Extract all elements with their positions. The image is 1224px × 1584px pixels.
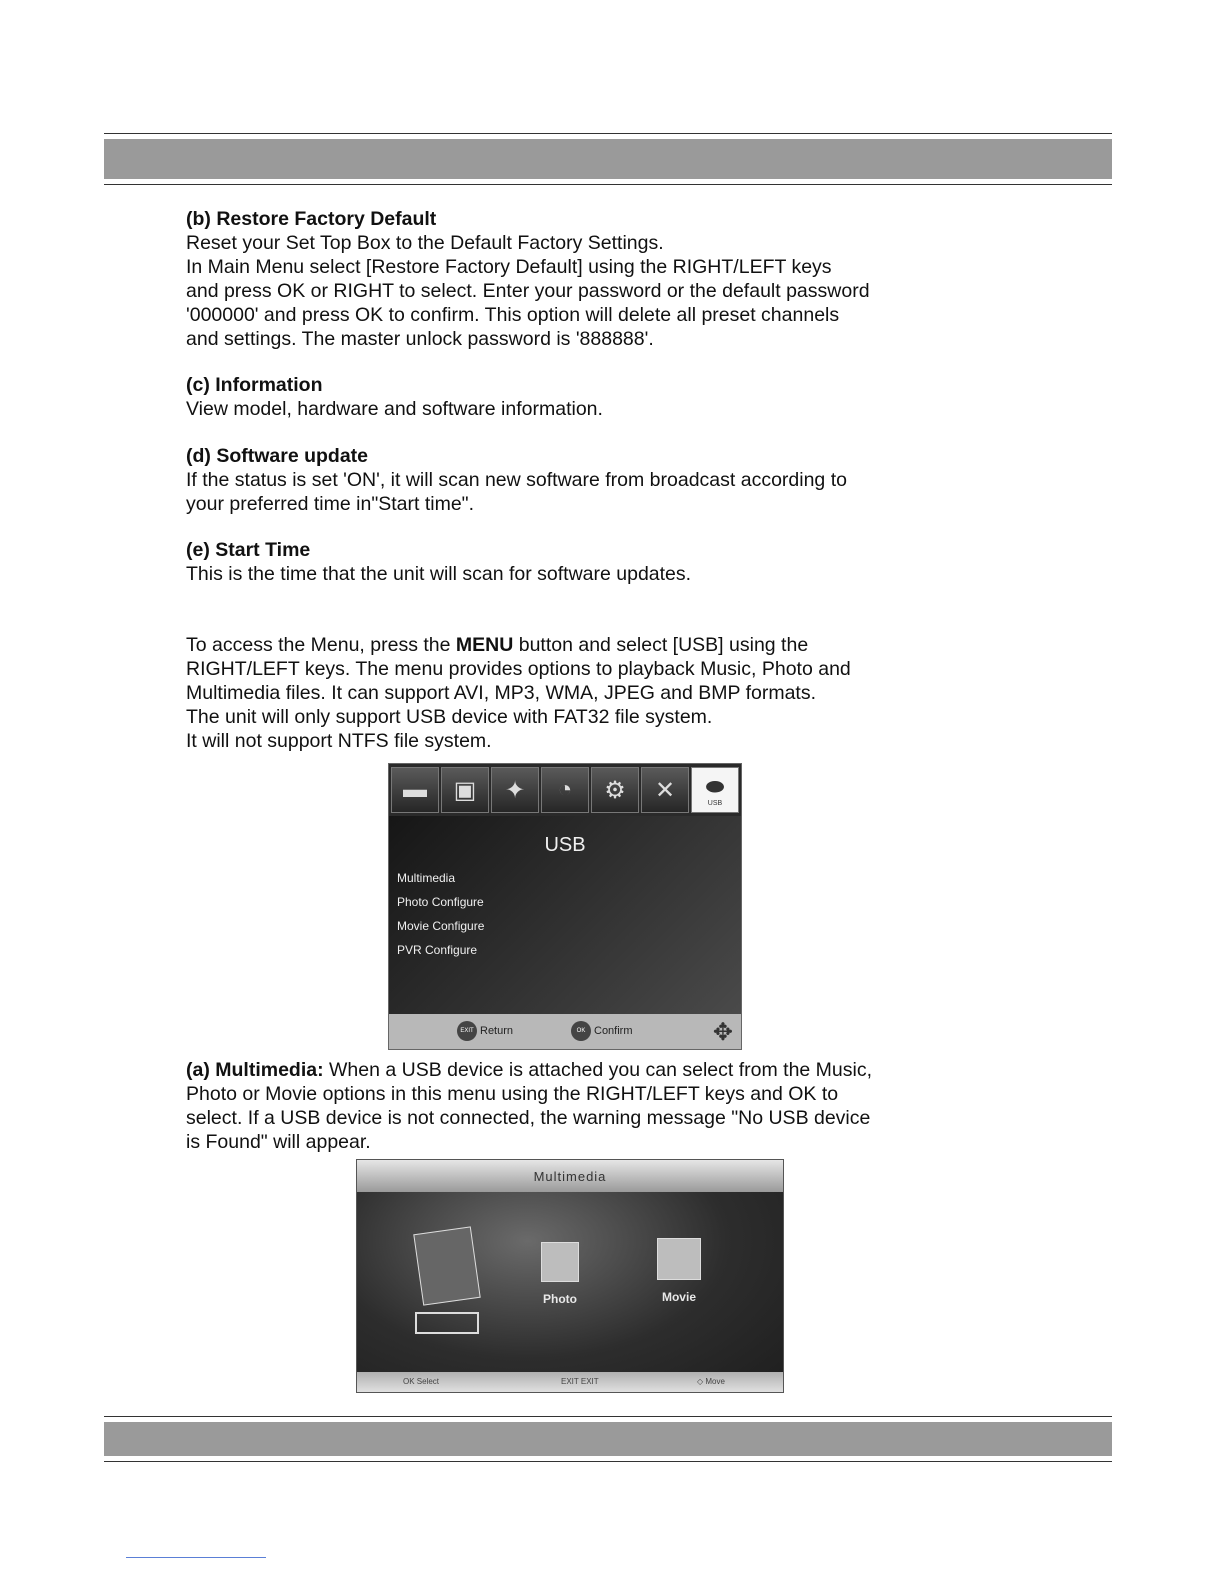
menu-item-photo-configure: Photo Configure bbox=[397, 895, 484, 909]
music-icon bbox=[413, 1226, 480, 1305]
usb-icon: ⬬ USB bbox=[691, 767, 739, 813]
paragraph-line: and settings. The master unlock password is '888888'. bbox=[186, 328, 654, 350]
paragraph-line: Reset your Set Top Box to the Default Factory Settings. bbox=[186, 232, 664, 254]
exit-hint: EXIT EXIT bbox=[561, 1377, 599, 1386]
paragraph-line: Multimedia files. It can support AVI, MP3, WMA, JPEG and BMP formats. bbox=[186, 682, 816, 704]
select-hint: OK Select bbox=[403, 1377, 440, 1386]
section-heading: (c) Information bbox=[186, 374, 323, 396]
selection-frame bbox=[415, 1312, 479, 1334]
multimedia-footer bbox=[357, 1372, 783, 1392]
clock-icon: ◔ bbox=[541, 767, 589, 813]
section-restore-factory-default bbox=[186, 207, 1006, 351]
movie-option bbox=[657, 1238, 701, 1304]
multimedia-screenshot bbox=[356, 1159, 784, 1393]
picture-icon: ▣ bbox=[441, 767, 489, 813]
section-heading: (a) Multimedia: bbox=[186, 1059, 324, 1081]
paragraph-line: The unit will only support USB device with FAT32 file system. bbox=[186, 706, 713, 728]
link-underline bbox=[126, 1557, 266, 1558]
section-heading: (e) Start Time bbox=[186, 539, 311, 561]
paragraph-line: To access the Menu, press the MENU button and select [USB] using the bbox=[186, 634, 809, 656]
movie-label: Movie bbox=[661, 1290, 696, 1304]
paragraph-line: View model, hardware and software information. bbox=[186, 398, 603, 420]
navigation-arrows-icon: ✥ bbox=[712, 1019, 733, 1046]
section-start-time bbox=[186, 538, 1006, 586]
tv-icon: ▬ bbox=[391, 767, 439, 813]
paragraph-line: your preferred time in"Start time". bbox=[186, 493, 475, 515]
menu-item-movie-configure: Movie Configure bbox=[397, 919, 485, 933]
paragraph-line: This is the time that the unit will scan for software updates. bbox=[186, 563, 692, 585]
paragraph-line: is Found" will appear. bbox=[186, 1131, 371, 1153]
section-heading: (b) Restore Factory Default bbox=[186, 208, 437, 230]
section-usb-intro bbox=[186, 633, 1006, 753]
usb-menu-list bbox=[397, 866, 484, 962]
usb-menu-screenshot bbox=[388, 763, 742, 1050]
section-information bbox=[186, 373, 1006, 421]
paragraph-line: Photo or Movie options in this menu using the RIGHT/LEFT keys and OK to bbox=[186, 1083, 839, 1105]
menu-icon-bar bbox=[389, 764, 741, 816]
return-hint: EXIT Return bbox=[457, 1021, 513, 1041]
usb-menu-footer bbox=[389, 1014, 741, 1049]
menu-item-multimedia: Multimedia bbox=[397, 871, 456, 885]
paragraph-line: select. If a USB device is not connected, the warning message "No USB device bbox=[186, 1107, 871, 1129]
usb-menu-title: USB bbox=[544, 834, 586, 856]
satellite-icon: ✦ bbox=[491, 767, 539, 813]
paragraph-line: In Main Menu select [Restore Factory Default] using the RIGHT/LEFT keys bbox=[186, 256, 832, 278]
menu-item-pvr-configure: PVR Configure bbox=[397, 943, 478, 957]
photo-option bbox=[541, 1242, 579, 1306]
clapperboard-icon bbox=[657, 1238, 701, 1280]
paragraph-line: and press OK or RIGHT to select. Enter your password or the default password bbox=[186, 280, 870, 302]
section-software-update bbox=[186, 444, 1006, 516]
exit-button-icon: EXIT bbox=[457, 1021, 477, 1041]
multimedia-title: Multimedia bbox=[533, 1169, 607, 1184]
photo-label: Photo bbox=[543, 1292, 577, 1306]
tools-icon: ✕ bbox=[641, 767, 689, 813]
ok-button-icon: OK bbox=[571, 1021, 591, 1041]
paragraph-line: RIGHT/LEFT keys. The menu provides options to playback Music, Photo and bbox=[186, 658, 851, 680]
paragraph-line: It will not support NTFS file system. bbox=[186, 730, 492, 752]
usb-menu-panel bbox=[389, 816, 741, 1016]
section-heading: (d) Software update bbox=[186, 445, 369, 467]
section-multimedia bbox=[186, 1058, 1006, 1154]
multimedia-title-bar bbox=[357, 1160, 783, 1192]
move-hint: ◇ Move bbox=[697, 1377, 725, 1386]
footer-band bbox=[104, 1416, 1112, 1463]
paragraph-line: '000000' and press OK to confirm. This option will delete all preset channels bbox=[186, 304, 840, 326]
paragraph-line: (a) Multimedia: When a USB device is attached you can select from the Music, bbox=[186, 1059, 873, 1081]
menu-keyword: MENU bbox=[455, 634, 514, 656]
gear-icon: ⚙ bbox=[591, 767, 639, 813]
music-option bbox=[415, 1230, 479, 1334]
photo-icon bbox=[541, 1242, 579, 1282]
paragraph-line: If the status is set 'ON', it will scan new software from broadcast according to bbox=[186, 469, 847, 491]
header-band bbox=[104, 133, 1112, 186]
confirm-hint: OK Confirm bbox=[571, 1021, 633, 1041]
